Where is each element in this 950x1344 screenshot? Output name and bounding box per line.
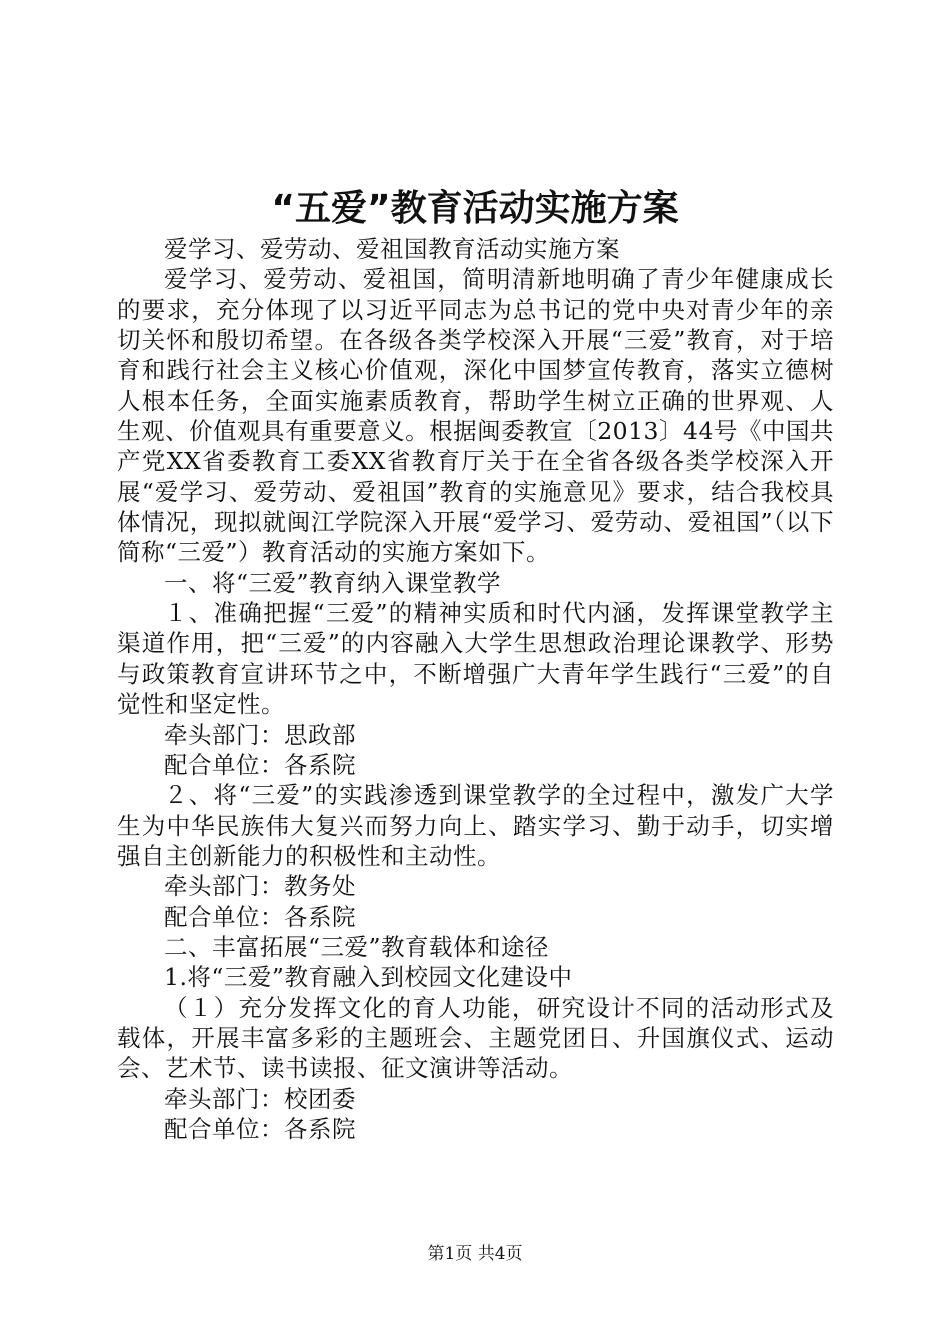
subtitle-paragraph: 爱学习、爱劳动、爱祖国教育活动实施方案 xyxy=(164,235,620,263)
document-title: “五爱”教育活动实施方案 xyxy=(271,188,679,229)
cooperating-unit: 配合单位：各系院 xyxy=(164,750,356,779)
subsection-heading: 1.将“三爱”教育融入到校园文化建设中 xyxy=(164,963,573,992)
item-paragraph-1: １、准确把握“三爱”的精神实质和时代内涵，发挥课堂教学主渠道作用，把“三爱”的内容融入大学生思想政治理论课教学、形势与政策教育宣讲环节之中，不断增强广大青年学生践行“三爱”的自觉性和坚定性。 xyxy=(117,599,834,719)
lead-department: 牵头部门：教务处 xyxy=(164,872,356,901)
item-paragraph-2: ２、将“三爱”的实践渗透到课堂教学的全过程中，激发广大学生为中华民族伟大复兴而努力向上、踏实学习、勤于动手，切实增强自主创新能力的积极性和主动性。 xyxy=(117,781,834,870)
page-number-footer: 第1页 共4页 xyxy=(427,1244,523,1264)
section-heading-1: 一、将“三爱”教育纳入课堂教学 xyxy=(164,568,502,597)
item-paragraph-3: （１）充分发挥文化的育人功能，研究设计不同的活动形式及载体，开展丰富多彩的主题班会、主题党团日、升国旗仪式、运动会、艺术节、读书读报、征文演讲等活动。 xyxy=(117,993,834,1083)
cooperating-unit: 配合单位：各系院 xyxy=(164,1114,356,1143)
document-body xyxy=(117,234,834,1144)
cooperating-unit: 配合单位：各系院 xyxy=(164,902,356,931)
lead-department: 牵头部门：思政部 xyxy=(164,720,356,749)
intro-paragraph: 爱学习、爱劳动、爱祖国，简明清新地明确了青少年健康成长的要求，充分体现了以习近平同志为总书记的党中央对青少年的亲切关怀和殷切希望。在各级各类学校深入开展“三爱”教育，对于培育和践行社会主义核心价值观，深化中国梦宣传教育，落实立德树人根本任务，全面实施素质教育，帮助学生树立正确的世界观、人生观、价值观具有重要意义。根据闽委教宣〔2013〕44号《中国共产党XX省委教育工委XX省教育厅关于在全省各级各类学校深入开展“爱学习、爱劳动、爱祖国”教育的实施意见》要求，结合我校具体情况，现拟就闽江学院深入开展“爱学习、爱劳动、爱祖国”（以下简称“三爱”）教育活动的实施方案如下。 xyxy=(117,265,834,567)
lead-department: 牵头部门：校团委 xyxy=(164,1084,356,1113)
section-heading-2: 二、丰富拓展“三爱”教育载体和途径 xyxy=(164,932,550,961)
